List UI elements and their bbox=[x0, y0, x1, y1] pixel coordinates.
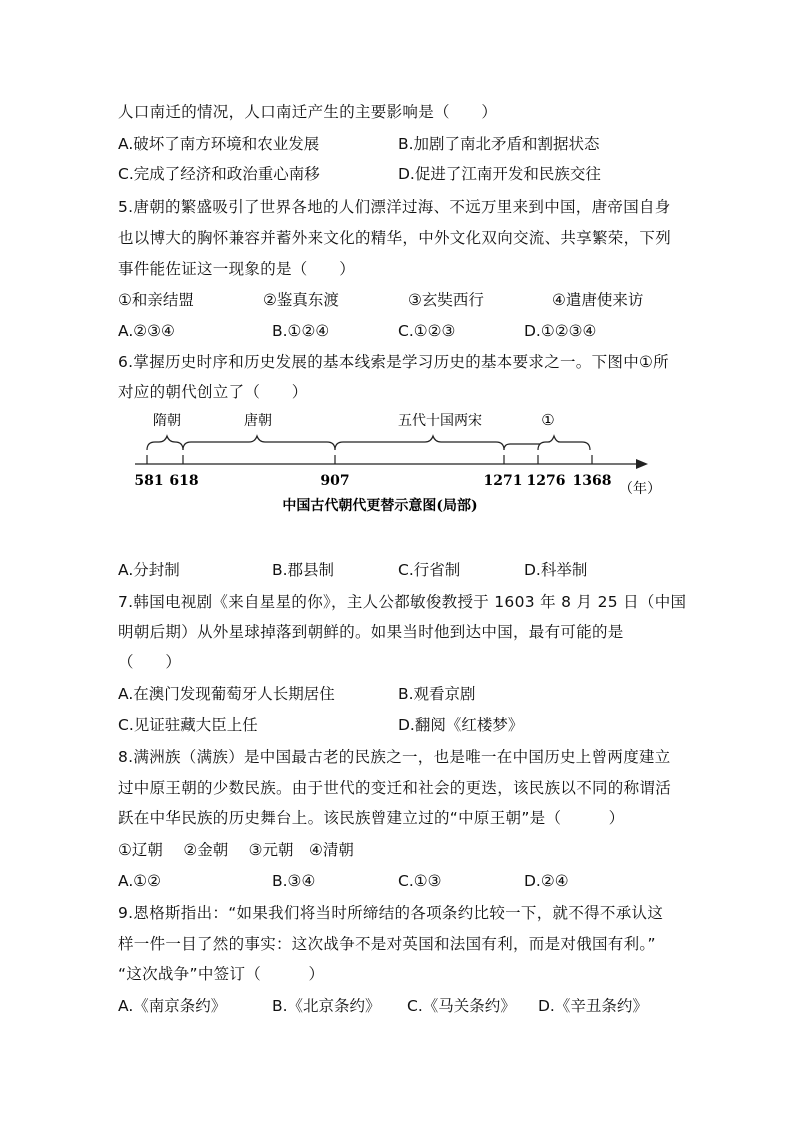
timeline-year-581: 581 bbox=[134, 473, 164, 489]
q6-option-a: A.分封制 bbox=[118, 561, 180, 579]
q8-option-b: B.③④ bbox=[272, 872, 316, 890]
q7-option-b: B.观看京剧 bbox=[398, 685, 476, 703]
timeline-caption: 中国古代朝代更替示意图(局部) bbox=[282, 498, 478, 514]
q7-stem-line-2: 明朝后期）从外星球掉落到朝鲜的。如果当时他到达中国，最有可能的是 bbox=[118, 623, 624, 641]
q6-option-d: D.科举制 bbox=[524, 561, 588, 579]
q7-stem-line-3: （ ） bbox=[118, 653, 182, 671]
q6-option-c: C.行省制 bbox=[398, 561, 461, 579]
timeline-year-1276: 1276 bbox=[526, 473, 566, 489]
q4-option-d: D.促进了江南开发和民族交往 bbox=[398, 165, 601, 183]
timeline-period-circled-1: ① bbox=[541, 411, 555, 429]
q7-option-d: D.翻阅《红楼梦》 bbox=[398, 716, 524, 734]
q9-stem-line-1: 9.恩格斯指出：“如果我们将当时所缔结的各项条约比较一下，就不得不承认这 bbox=[118, 904, 664, 922]
timeline-arrow bbox=[636, 459, 648, 469]
q9-option-a: A.《南京条约》 bbox=[118, 997, 227, 1015]
q7-stem-line-1: 7.韩国电视剧《来自星星的你》，主人公都敏俊教授于 1603 年 8 月 25 日（中国 bbox=[118, 593, 687, 611]
dynasty-timeline-figure bbox=[0, 400, 794, 540]
q8-option-c: C.①③ bbox=[398, 872, 442, 890]
timeline-period-tang: 唐朝 bbox=[244, 413, 272, 429]
q8-stem-line-2: 过中原王朝的少数民族。由于世代的变迁和社会的更迭，该民族以不同的称谓活 bbox=[118, 779, 672, 797]
q4-stem-tail: 人口南迁的情况，人口南迁产生的主要影响是（ ） bbox=[118, 103, 498, 121]
q9-option-c: C.《马关条约》 bbox=[407, 997, 516, 1015]
q9-stem-line-2: 样一件一目了然的事实：这次战争不是对英国和法国有利，而是对俄国有利。” bbox=[118, 935, 656, 953]
q8-stem-line-1: 8.满洲族（满族）是中国最古老的民族之一，也是唯一在中国历史上曾两度建立 bbox=[118, 748, 671, 766]
q5-stem-line-3: 事件能佐证这一现象的是（ ） bbox=[118, 260, 356, 278]
timeline-year-907: 907 bbox=[320, 473, 350, 489]
q5-stem-line-2: 也以博大的胸怀兼容并蓄外来文化的精华，中外文化双向交流、共享繁荣，下列 bbox=[118, 229, 672, 247]
q5-item-2: ②鉴真东渡 bbox=[263, 291, 339, 309]
q6-stem-line-1: 6.掌握历史时序和历史发展的基本线索是学习历史的基本要求之一。下图中①所 bbox=[118, 353, 669, 371]
timeline-ticks bbox=[147, 455, 592, 464]
q7-option-a: A.在澳门发现葡萄牙人长期居住 bbox=[118, 685, 335, 703]
brace-sui bbox=[147, 436, 183, 450]
q5-item-4: ④遣唐使来访 bbox=[552, 291, 644, 309]
q6-option-b: B.郡县制 bbox=[272, 561, 335, 579]
q8-option-d: D.②④ bbox=[524, 872, 569, 890]
q5-item-3: ③玄奘西行 bbox=[408, 291, 484, 309]
q9-stem-line-3: “这次战争”中签订（ ） bbox=[118, 965, 325, 983]
q5-stem-line-1: 5.唐朝的繁盛吸引了世界各地的人们漂洋过海、不远万里来到中国，唐帝国自身 bbox=[118, 198, 671, 216]
q4-option-c: C.完成了经济和政治重心南移 bbox=[118, 165, 320, 183]
q9-option-b: B.《北京条约》 bbox=[272, 997, 381, 1015]
brace-circled-1 bbox=[538, 436, 590, 450]
brace-tang bbox=[183, 436, 335, 450]
timeline-period-sui: 隋朝 bbox=[153, 413, 181, 429]
q5-option-b: B.①②④ bbox=[272, 322, 330, 340]
q8-items: ①辽朝 ②金朝 ③元朝 ④清朝 bbox=[118, 841, 354, 859]
timeline-year-618: 618 bbox=[169, 473, 199, 489]
q5-option-a: A.②③④ bbox=[118, 322, 175, 340]
q5-option-d: D.①②③④ bbox=[524, 322, 597, 340]
timeline-unit: （年） bbox=[619, 481, 661, 497]
q6-stem-line-2: 对应的朝代创立了（ ） bbox=[118, 383, 308, 401]
timeline-braces bbox=[147, 436, 590, 450]
q5-item-1: ①和亲结盟 bbox=[118, 291, 194, 309]
q5-option-c: C.①②③ bbox=[398, 322, 456, 340]
brace-overlap bbox=[504, 444, 540, 450]
q8-stem-line-3: 跃在中华民族的历史舞台上。该民族曾建立过的“中原王朝”是（ ） bbox=[118, 809, 625, 827]
q4-option-a: A.破坏了南方环境和农业发展 bbox=[118, 135, 320, 153]
q7-option-c: C.见证驻藏大臣上任 bbox=[118, 716, 258, 734]
q8-option-a: A.①② bbox=[118, 872, 162, 890]
q4-option-b: B.加剧了南北矛盾和割据状态 bbox=[398, 135, 600, 153]
timeline-year-1271: 1271 bbox=[483, 473, 523, 489]
q9-option-d: D.《辛丑条约》 bbox=[538, 997, 648, 1015]
timeline-period-wudai-song: 五代十国两宋 bbox=[398, 413, 482, 429]
brace-wudai-song bbox=[335, 436, 504, 450]
timeline-year-1368: 1368 bbox=[572, 473, 612, 489]
